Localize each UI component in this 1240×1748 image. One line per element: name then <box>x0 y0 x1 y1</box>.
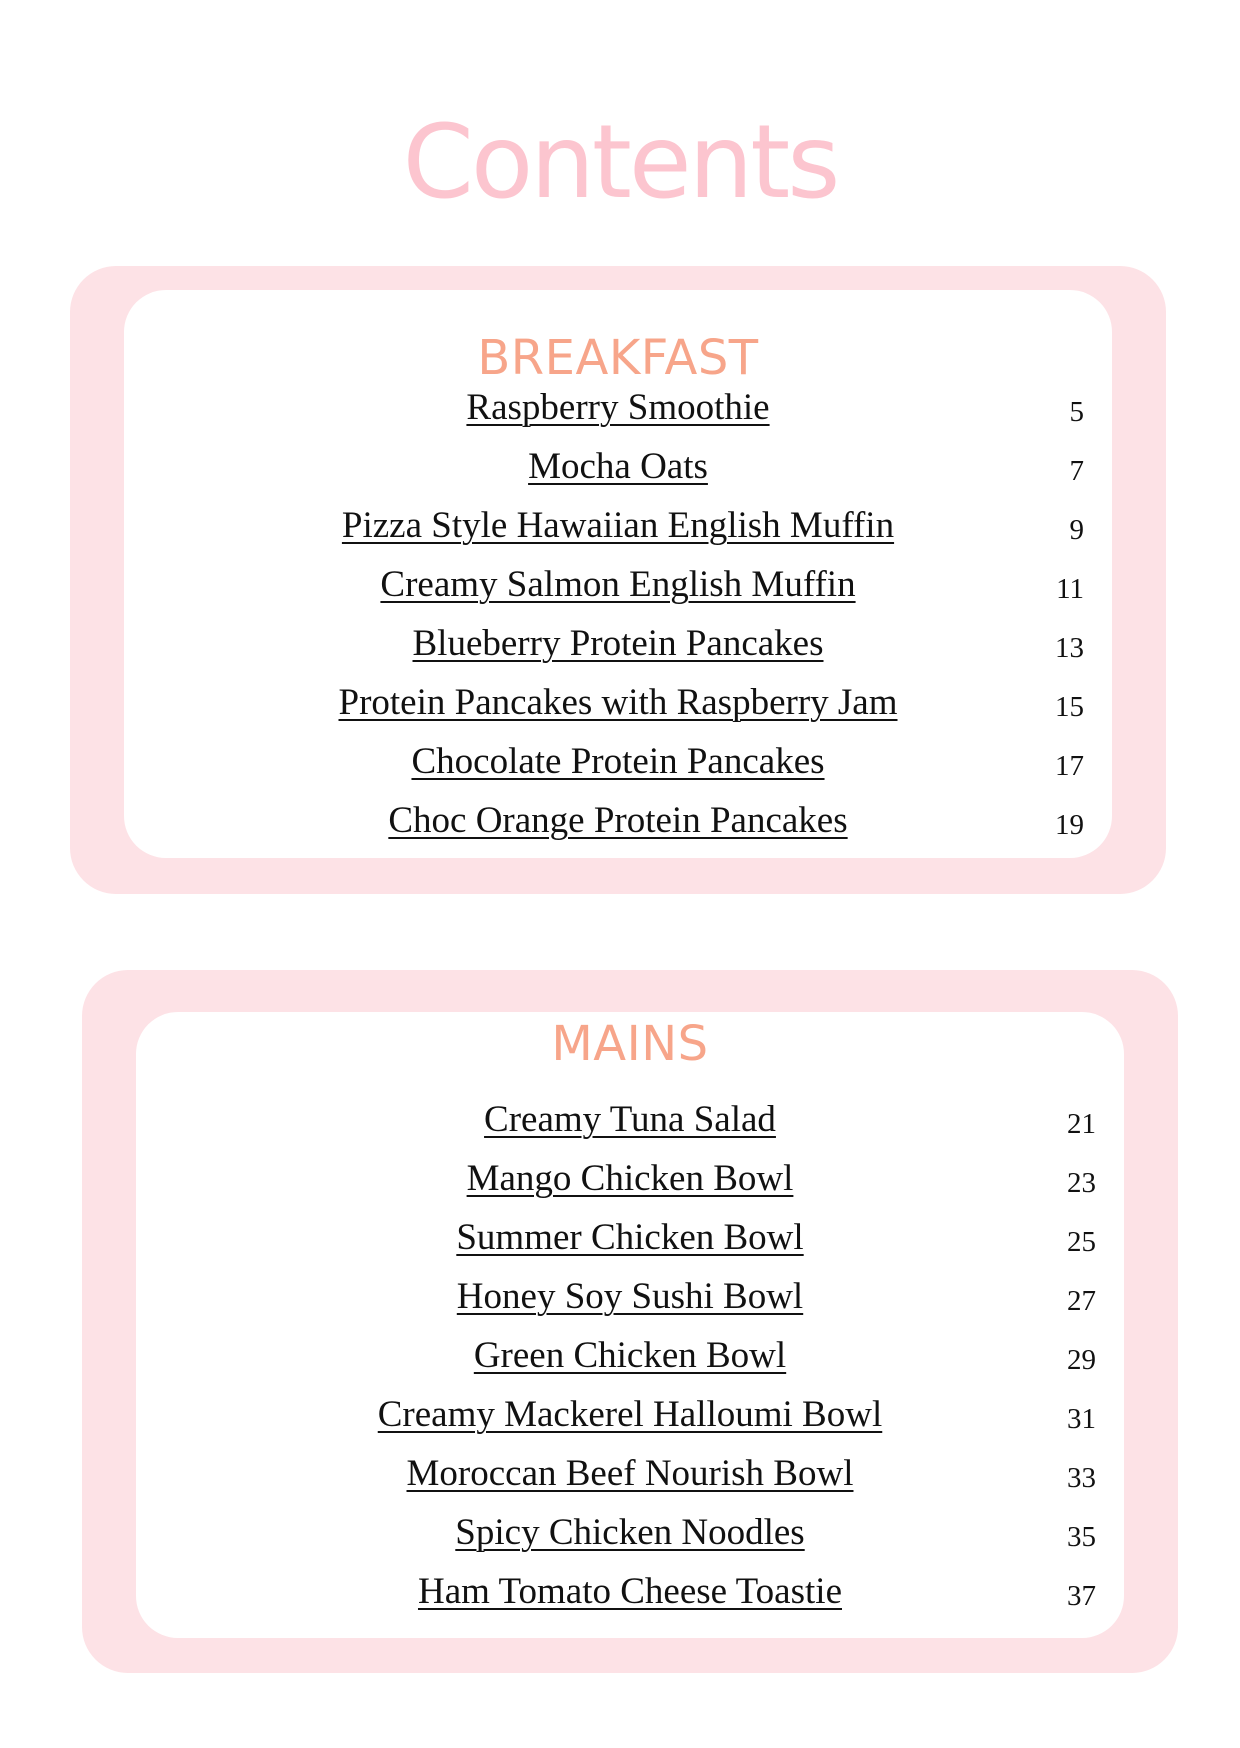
toc-entry-page: 9 <box>1069 514 1084 546</box>
toc-entry-title[interactable]: Green Chicken Bowl <box>473 1335 787 1376</box>
breakfast-section <box>70 266 1166 894</box>
toc-entry-title[interactable]: Ham Tomato Cheese Toastie <box>417 1571 842 1612</box>
toc-entry[interactable] <box>124 795 1112 854</box>
toc-entry[interactable] <box>136 1271 1124 1330</box>
toc-entry[interactable] <box>136 1448 1124 1507</box>
toc-entry-page: 31 <box>1067 1403 1096 1435</box>
toc-entry-page: 5 <box>1069 396 1084 428</box>
toc-entry[interactable] <box>124 677 1112 736</box>
toc-entry-page: 7 <box>1069 455 1084 487</box>
toc-entry-title[interactable]: Creamy Tuna Salad <box>484 1099 776 1140</box>
toc-entry-page: 11 <box>1056 573 1084 605</box>
toc-entry-title[interactable]: Raspberry Smoothie <box>466 387 770 428</box>
toc-entry-page: 17 <box>1055 750 1084 782</box>
toc-entry[interactable] <box>136 1094 1124 1153</box>
toc-entry[interactable] <box>136 1507 1124 1566</box>
toc-entry-title[interactable]: Blueberry Protein Pancakes <box>412 623 824 664</box>
toc-entry-title[interactable]: Protein Pancakes with Raspberry Jam <box>338 682 898 723</box>
toc-entry[interactable] <box>136 1389 1124 1448</box>
toc-entry-page: 33 <box>1067 1462 1096 1494</box>
toc-entry[interactable] <box>124 736 1112 795</box>
toc-entry-page: 29 <box>1067 1344 1096 1376</box>
toc-entry-title[interactable]: Creamy Mackerel Halloumi Bowl <box>377 1394 883 1435</box>
mains-panel <box>136 1012 1124 1638</box>
toc-entry-title[interactable]: Chocolate Protein Pancakes <box>411 741 825 782</box>
breakfast-panel <box>124 290 1112 858</box>
toc-entry-page: 35 <box>1067 1521 1096 1553</box>
toc-entry-page: 13 <box>1055 632 1084 664</box>
toc-entry-page: 37 <box>1067 1580 1096 1612</box>
toc-entry-page: 25 <box>1067 1226 1096 1258</box>
toc-entry-page: 19 <box>1055 809 1084 841</box>
toc-entry-title[interactable]: Mocha Oats <box>528 446 708 487</box>
toc-entry[interactable] <box>136 1566 1124 1625</box>
toc-entry-title[interactable]: Pizza Style Hawaiian English Muffin <box>341 505 895 546</box>
mains-section <box>82 970 1178 1673</box>
toc-entry[interactable] <box>136 1330 1124 1389</box>
toc-entry-title[interactable]: Summer Chicken Bowl <box>456 1217 804 1258</box>
toc-entry[interactable] <box>136 1153 1124 1212</box>
toc-entry-title[interactable]: Mango Chicken Bowl <box>466 1158 794 1199</box>
toc-entry[interactable] <box>124 441 1112 500</box>
toc-entry-page: 15 <box>1055 691 1084 723</box>
page-title: Contents <box>402 103 838 222</box>
toc-entry-page: 21 <box>1067 1108 1096 1140</box>
toc-entry-title[interactable]: Creamy Salmon English Muffin <box>380 564 856 605</box>
toc-entry[interactable] <box>124 618 1112 677</box>
toc-entry-title[interactable]: Spicy Chicken Noodles <box>455 1512 805 1553</box>
toc-entry-page: 23 <box>1067 1167 1096 1199</box>
toc-entry[interactable] <box>124 500 1112 559</box>
toc-entry-title[interactable]: Choc Orange Protein Pancakes <box>388 800 848 841</box>
section-heading: MAINS <box>551 1016 709 1072</box>
toc-entry-page: 27 <box>1067 1285 1096 1317</box>
toc-entry[interactable] <box>136 1212 1124 1271</box>
toc-entry[interactable] <box>124 382 1112 441</box>
section-heading: BREAKFAST <box>477 330 759 386</box>
toc-entry-title[interactable]: Honey Soy Sushi Bowl <box>456 1276 804 1317</box>
toc-entry[interactable] <box>124 559 1112 618</box>
toc-entry-title[interactable]: Moroccan Beef Nourish Bowl <box>406 1453 854 1494</box>
